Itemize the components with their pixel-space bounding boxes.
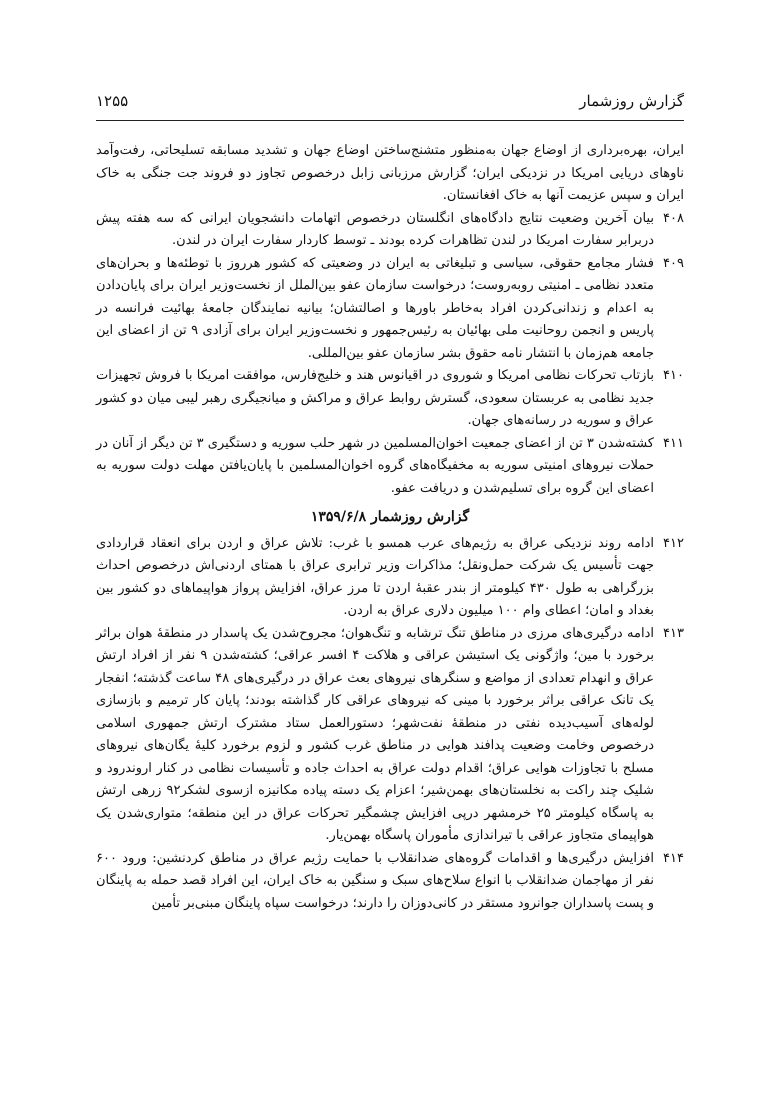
entry-text: بازتاب تحرکات نظامی امریکا و شوروی در اقیانوس هند و خلیج‌فارس، موافقت امریکا با فروش تجهیزات جدید نظامی به عربستان سعودی، گسترش روابط عراق و مراکش و میانجیگری رهبر لیبی میان دو کشور عراق و سوریه در رسانه‌های جهان.	[96, 368, 654, 428]
entry-number: ۴۱۱	[663, 435, 684, 451]
header-rule	[96, 120, 684, 121]
page-body	[96, 140, 684, 915]
entry-text: کشته‌شدن ۳ تن از اعضای جمعیت اخوان‌المسلمین در شهر حلب سوریه و دستگیری ۳ تن دیگر از آنان در حملات نیروهای امنیتی سوریه به مخفیگاه‌های گروه اخوان‌المسلمین با پایان‌یافتن مهلت دولت سوریه به اعضای این گروه برای تسلیم‌شدن و دریافت عفو.	[96, 435, 654, 496]
entry-text: ادامه درگیری‌های مرزی در مناطق تنگ ترشابه و تنگ‌هوان؛ مجروح‌شدن یک پاسدار در منطقهٔ هوان براثر برخورد با مین؛ واژگونی یک استیشن عراقی و هلاکت ۴ افسر عراقی؛ کشته‌شدن ۹ نفر از افراد ارتش عراق و انهدام تعدادی از مواضع و سنگرهای نیروهای بعث عراق در درگیری‌های ۴۸ ساعت گذشته؛ انفجار یک تانک عراقی براثر برخورد با مینی که نیروهای عراقی کار گذاشته بودند؛ پایان کار ترمیم و بازسازی لوله‌های آسیب‌دیده نفتی در منطقهٔ نفت‌شهر؛ دستورالعمل ستاد مشترک ارتش جمهوری اسلامی درخصوص وخامت وضعیت پدافند هوایی در مناطق غرب کشور و لزوم برخورد کلیهٔ یگان‌های نیروهای مسلح با تجاوزات هوایی عراق؛ اقدام دولت عراق به احداث جاده و تأسیسات نظامی در کنار اروندرود و شلیک چند راکت به نخلستان‌های بهمن‌شیر؛ اعزام یک دسته پیاده مکانیزه ازسوی لشکر۹۲ زرهی ارتش به پاسگاه کیلومتر ۲۵ خرمشهر درپی افزایش چشمگیر تحرکات عراق در این منطقه؛ متواری‌شدن یک هواپیمای متجاوز عراقی با تیراندازی مأموران پاسگاه بهمن‌یار.	[96, 625, 654, 843]
entry-414	[96, 848, 684, 916]
entry-412	[96, 533, 684, 623]
entry-411	[96, 433, 684, 501]
entry-number: ۴۰۹	[663, 255, 684, 271]
entry-text: ایران، بهره‌برداری از اوضاع جهان به‌منظور متشنج‌ساختن اوضاع جهان و تشدید مسابقه تسلیحاتی، رفت‌وآمد ناوهای دریایی امریکا در نزدیکی ایران؛ گزارش مرزبانی زابل درخصوص تجاوز دو فروند جت جنگی به خاک ایران و سپس عزیمت آنها به خاک افغانستان.	[96, 143, 684, 203]
entry-number: ۴۱۰	[663, 368, 684, 383]
entry-number: ۴۱۳	[663, 625, 684, 641]
entry-number: ۴۱۴	[663, 850, 684, 866]
page-header	[96, 88, 684, 118]
entry-410	[96, 365, 684, 433]
entry-text: فشار مجامع حقوقی، سیاسی و تبلیغاتی به ایران در وضعیتی که کشور هرروز با توطئه‌ها و بحران‌های متعدد نظامی ـ امنیتی روبه‌روست؛ درخواست سازمان عفو بین‌الملل از نخست‌وزیر ایران برای پایان‌دادن به اعدام و زندانی‌کردن افراد به‌خاطر باورها و اصالتشان؛ بیانیه نمایندگان جامعهٔ بهائیت فرانسه در پاریس و انجمن روحانیت ملی بهائیان به رئیس‌جمهور و نخست‌وزیر ایران برای آزادی ۹ تن از اعضای این جامعه هم‌زمان با انتشار نامه حقوق بشر سازمان عفو بین‌المللی.	[96, 255, 654, 361]
entry-409	[96, 253, 684, 366]
running-title: گزارش روزشمار	[579, 92, 684, 110]
page-number: ۱۲۵۵	[96, 92, 129, 110]
entry-413	[96, 623, 684, 848]
entry-number: ۴۰۸	[663, 210, 684, 226]
section-title: گزارش روزشمار ۱۳۵۹/۶/۸	[310, 509, 470, 525]
continued-paragraph	[96, 140, 684, 208]
entry-number: ۴۱۲	[663, 535, 684, 551]
entry-408	[96, 208, 684, 253]
entry-text: ادامه روند نزدیکی عراق به رژیم‌های عرب همسو با غرب: تلاش عراق و اردن برای انعقاد قراردادی جهت تأسیس یک شرکت حمل‌ونقل؛ مذاکرات وزیر ترابری عراق با همتای اردنی‌اش درخصوص احداث بزرگراهی به طول ۴۳۰ کیلومتر از بندر عقبهٔ اردن تا مرز عراق، افزایش پرواز هواپیماهای دو کشور بین بغداد و امان؛ اعطای وام ۱۰۰ میلیون دلاری عراق به اردن.	[96, 535, 654, 618]
entry-text: بیان آخرین وضعیت نتایج دادگاه‌های انگلستان درخصوص اتهامات دانشجویان ایرانی که سه هفته پیش دربرابر سفارت امریکا در لندن تظاهرات کرده بودند ـ توسط کاردار سفارت ایران در لندن.	[96, 210, 654, 248]
entry-text: افزایش درگیری‌ها و اقدامات گروه‌های ضدانقلاب با حمایت رژیم عراق در مناطق کردنشین: ورود ۶۰۰ نفر از مهاجمان ضدانقلاب با انواع سلاح‌های سبک و سنگین به خاک ایران، این افراد قصد حمله به پاینگان و پست پاسداران جوانرود مستقر در کانی‌دوزان را دارند؛ درخواست سپاه پاینگان مبنی‌بر تأمین	[96, 850, 654, 911]
